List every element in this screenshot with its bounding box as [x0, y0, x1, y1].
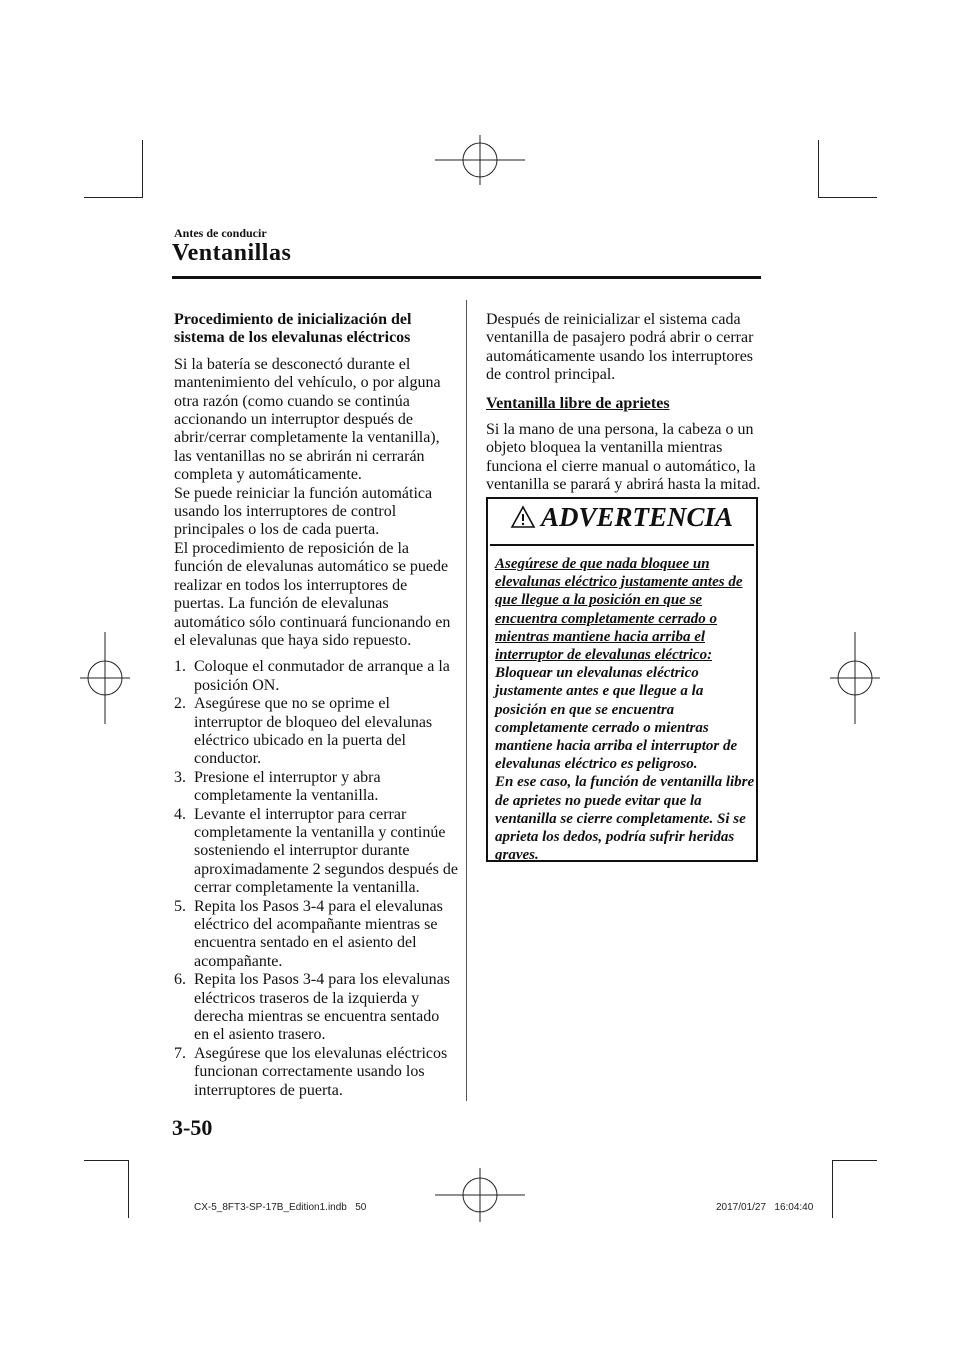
warning-body: Bloquear un elevalunas eléctrico justamente antes e que llegue a la posición en que se encuentra completamente cerrado o mientras mantiene hacia arriba el interruptor de elevalunas eléctrico es peligroso.: [495, 665, 738, 773]
step-text: Asegúrese que los elevalunas eléctricos funcionan correctamente usando los interruptores de puerta.: [194, 1044, 448, 1099]
file-info: CX-5_8FT3-SP-17B_Edition1.indb 50: [194, 1202, 367, 1213]
step-number: 1.: [174, 658, 186, 676]
right-column: [486, 311, 766, 495]
print-timestamp: 2017/01/27 16:04:40: [716, 1202, 814, 1213]
list-item: [174, 658, 458, 695]
step-number: 3.: [174, 768, 186, 786]
paragraph: Si la mano de una persona, la cabeza o un objeto bloquea la ventanilla mientras funciona el cierre manual o automático, la ventanilla se parará y abrirá hasta la mitad.: [486, 421, 761, 494]
step-number: 5.: [174, 897, 186, 915]
list-item: [174, 806, 458, 898]
warning-body: En ese caso, la función de ventanilla libre de aprietes no puede evitar que la ventanilla se cierre completamente. Si se aprieta los dedos, podría sufrir heridas graves.: [495, 774, 755, 864]
registration-mark-top: [435, 135, 525, 195]
list-item: [174, 695, 458, 769]
page-number: 3-50: [172, 1115, 213, 1140]
paragraph: El procedimiento de reposición de la función de elevalunas automático se puede realizar en todos los interruptores de puertas. La función de elevalunas automático sólo continuará funcionando en el elevalunas que haya sido repuesto.: [174, 539, 451, 649]
column-divider: [466, 300, 467, 1101]
step-number: 2.: [174, 695, 186, 713]
warning-title: [488, 502, 756, 535]
step-number: 6.: [174, 971, 186, 989]
paragraph: Se puede reiniciar la función automática usando los interruptores de control principales o los de cada puerta.: [174, 484, 433, 539]
step-number: 4.: [174, 805, 186, 823]
list-item: [174, 898, 458, 972]
warning-title-text: ADVERTENCIA: [540, 502, 734, 532]
step-text: Coloque el conmutador de arranque a la posición ON.: [194, 658, 450, 694]
list-item: [174, 1045, 458, 1100]
header-rule: [172, 276, 761, 279]
page-title: Ventanillas: [172, 240, 292, 266]
warning-triangle-icon: [511, 504, 535, 535]
registration-mark-left: [80, 632, 130, 724]
left-column: [174, 311, 458, 1100]
step-text: Repita los Pasos 3-4 para el elevalunas eléctrico del acompañante mientras se encuentra sentado en el asiento del acompañante.: [194, 897, 443, 970]
steps-list: [174, 658, 458, 1100]
registration-mark-bottom: [435, 1168, 525, 1228]
warning-text: [495, 555, 757, 864]
warning-box: [486, 497, 758, 862]
init-procedure-heading: Procedimiento de inicialización del sistema de los elevalunas eléctricos: [174, 311, 412, 347]
section-label: Antes de conducir: [174, 226, 267, 240]
step-text: Asegúrese que no se oprime el interruptor de bloqueo del elevalunas eléctrico ubicado en la puerta del conductor.: [194, 695, 433, 768]
step-number: 7.: [174, 1044, 186, 1062]
paragraph: Si la batería se desconectó durante el mantenimiento del vehículo, o por alguna otra razón (como cuando se continúa accionando un interruptor después de abrir/cerrar completamente la ventanilla), las ventanillas no se abrirán ni cerrarán completa y automáticamente.: [174, 355, 441, 484]
step-text: Levante el interruptor para cerrar completamente la ventanilla y continúe sosteniendo el interruptor durante aproximadamente 2 segundos después de cerrar completamente la ventanilla.: [194, 805, 458, 897]
list-item: [174, 971, 458, 1045]
warning-divider: [490, 544, 754, 546]
step-text: Repita los Pasos 3-4 para los elevalunas eléctricos traseros de la izquierda y derecha mientras se encuentra sentado en el asiento trasero.: [194, 971, 450, 1044]
pinch-free-heading: Ventanilla libre de aprietes: [486, 394, 670, 412]
step-text: Presione el interruptor y abra completamente la ventanilla.: [194, 768, 381, 805]
list-item: [174, 769, 458, 806]
paragraph: Después de reinicializar el sistema cada ventanilla de pasajero podrá abrir o cerrar automáticamente usando los interruptores de control principal.: [486, 311, 754, 384]
warning-underlined-text: Asegúrese de que nada bloquee un elevalunas eléctrico justamente antes de que llegue a la posición en que se encuentra completamente cerrado o mientras mantiene hacia arriba el interruptor de elevalunas eléctrico:: [495, 556, 743, 664]
registration-mark-right: [830, 632, 880, 724]
